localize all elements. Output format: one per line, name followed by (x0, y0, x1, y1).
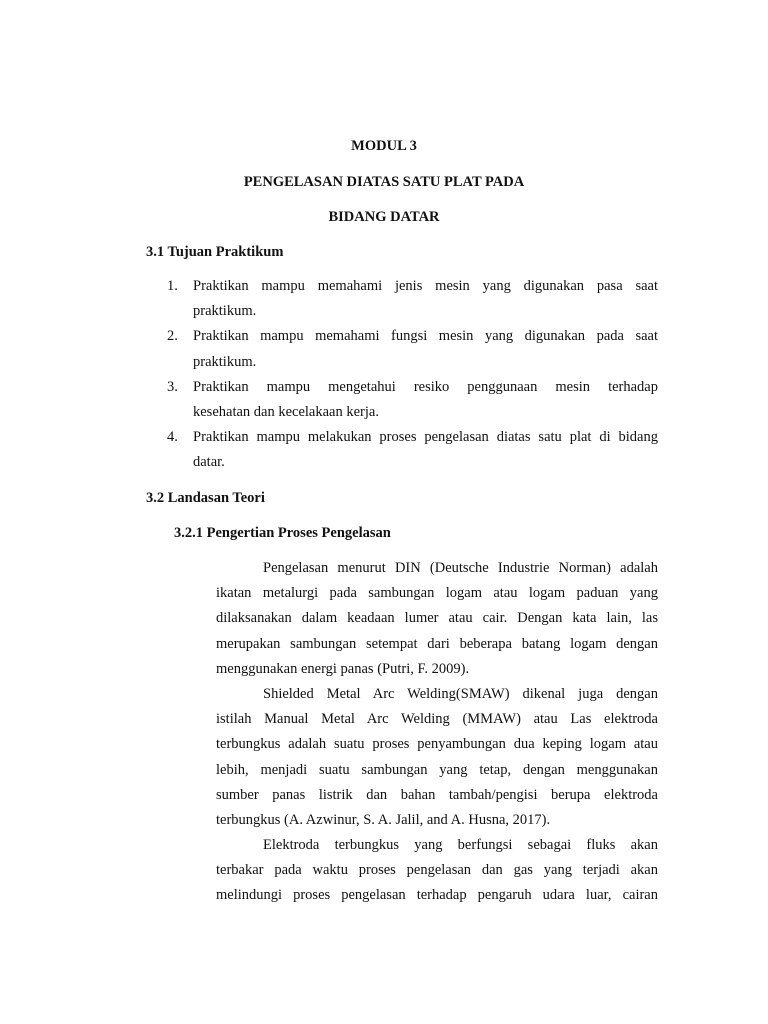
list-item-line: praktikum. (193, 353, 257, 370)
section-heading-landasan-teori: 3.2 Landasan Teori (146, 490, 265, 506)
body-text (216, 558, 658, 911)
paragraph-line: merupakan sambungan setempat dari beberapa batang logam dengan (216, 635, 658, 652)
paragraph-line: istilah Manual Metal Arc Welding (MMAW) atau Las elektroda (216, 711, 658, 728)
list-item (167, 427, 658, 477)
paragraph-line: menggunakan energi panas (Putri, F. 2009). (216, 660, 470, 677)
paragraph-line: ikatan metalurgi pada sambungan logam atau logam paduan yang (216, 585, 658, 602)
paragraph-line: melindungi proses pengelasan terhadap pengaruh udara luar, cairan (216, 887, 658, 904)
document-subtitle-line-1: PENGELASAN DIATAS SATU PLAT PADA (243, 174, 525, 190)
subsection-heading-pengertian: 3.2.1 Pengertian Proses Pengelasan (174, 525, 391, 541)
paragraph-line: Shielded Metal Arc Welding(SMAW) dikenal juga dengan (263, 685, 658, 702)
list-item-line: Praktikan mampu memahami jenis mesin yang digunakan pasa saat (193, 278, 658, 294)
section-heading-tujuan-praktikum: 3.1 Tujuan Praktikum (146, 244, 284, 260)
list-item (167, 377, 658, 427)
list-item-line: praktikum. (193, 303, 257, 320)
list-item-number: 1. (167, 278, 178, 294)
list-item-number: 3. (167, 378, 178, 395)
paragraph-line: Pengelasan menurut DIN (Deutsche Industrie Norman) adalah (263, 560, 658, 576)
list-item-line: datar. (193, 454, 225, 471)
module-title: MODUL 3 (351, 138, 417, 154)
paragraph-line: terbungkus adalah suatu proses penyambungan dua keping logam atau (216, 736, 658, 753)
list-item-line: Praktikan mampu mengetahui resiko penggunaan mesin terhadap (193, 378, 658, 395)
paragraph (216, 684, 658, 835)
paragraph-line: sumber panas listrik dan bahan tambah/pengisi berupa elektroda (216, 786, 658, 803)
paragraph-line: lebih, menjadi suatu sambungan yang tetap, dengan menggunakan (216, 761, 658, 778)
paragraph-line: Elektroda terbungkus yang berfungsi sebagai fluks akan (263, 837, 658, 854)
paragraph-line: terbakar pada waktu proses pengelasan dan gas yang terjadi akan (216, 862, 658, 879)
document-subtitle-line-2: BIDANG DATAR (328, 209, 440, 225)
list-item-number: 4. (167, 429, 178, 446)
paragraph (216, 558, 658, 684)
list-item-line: Praktikan mampu melakukan proses pengelasan diatas satu plat di bidang (193, 429, 658, 446)
list-item-line: Praktikan mampu memahami fungsi mesin yang digunakan pada saat (193, 328, 658, 345)
list-item (167, 326, 658, 376)
list-item (167, 276, 658, 326)
list-item-line: kesehatan dan kecelakaan kerja. (193, 403, 379, 420)
paragraph-line: dilaksanakan dalam keadaan lumer atau cair. Dengan kata lain, las (216, 610, 658, 627)
paragraph (216, 835, 658, 911)
list-item-number: 2. (167, 328, 178, 345)
objectives-list (167, 276, 658, 478)
paragraph-line: terbungkus (A. Azwinur, S. A. Jalil, and A. Husna, 2017). (216, 811, 551, 828)
